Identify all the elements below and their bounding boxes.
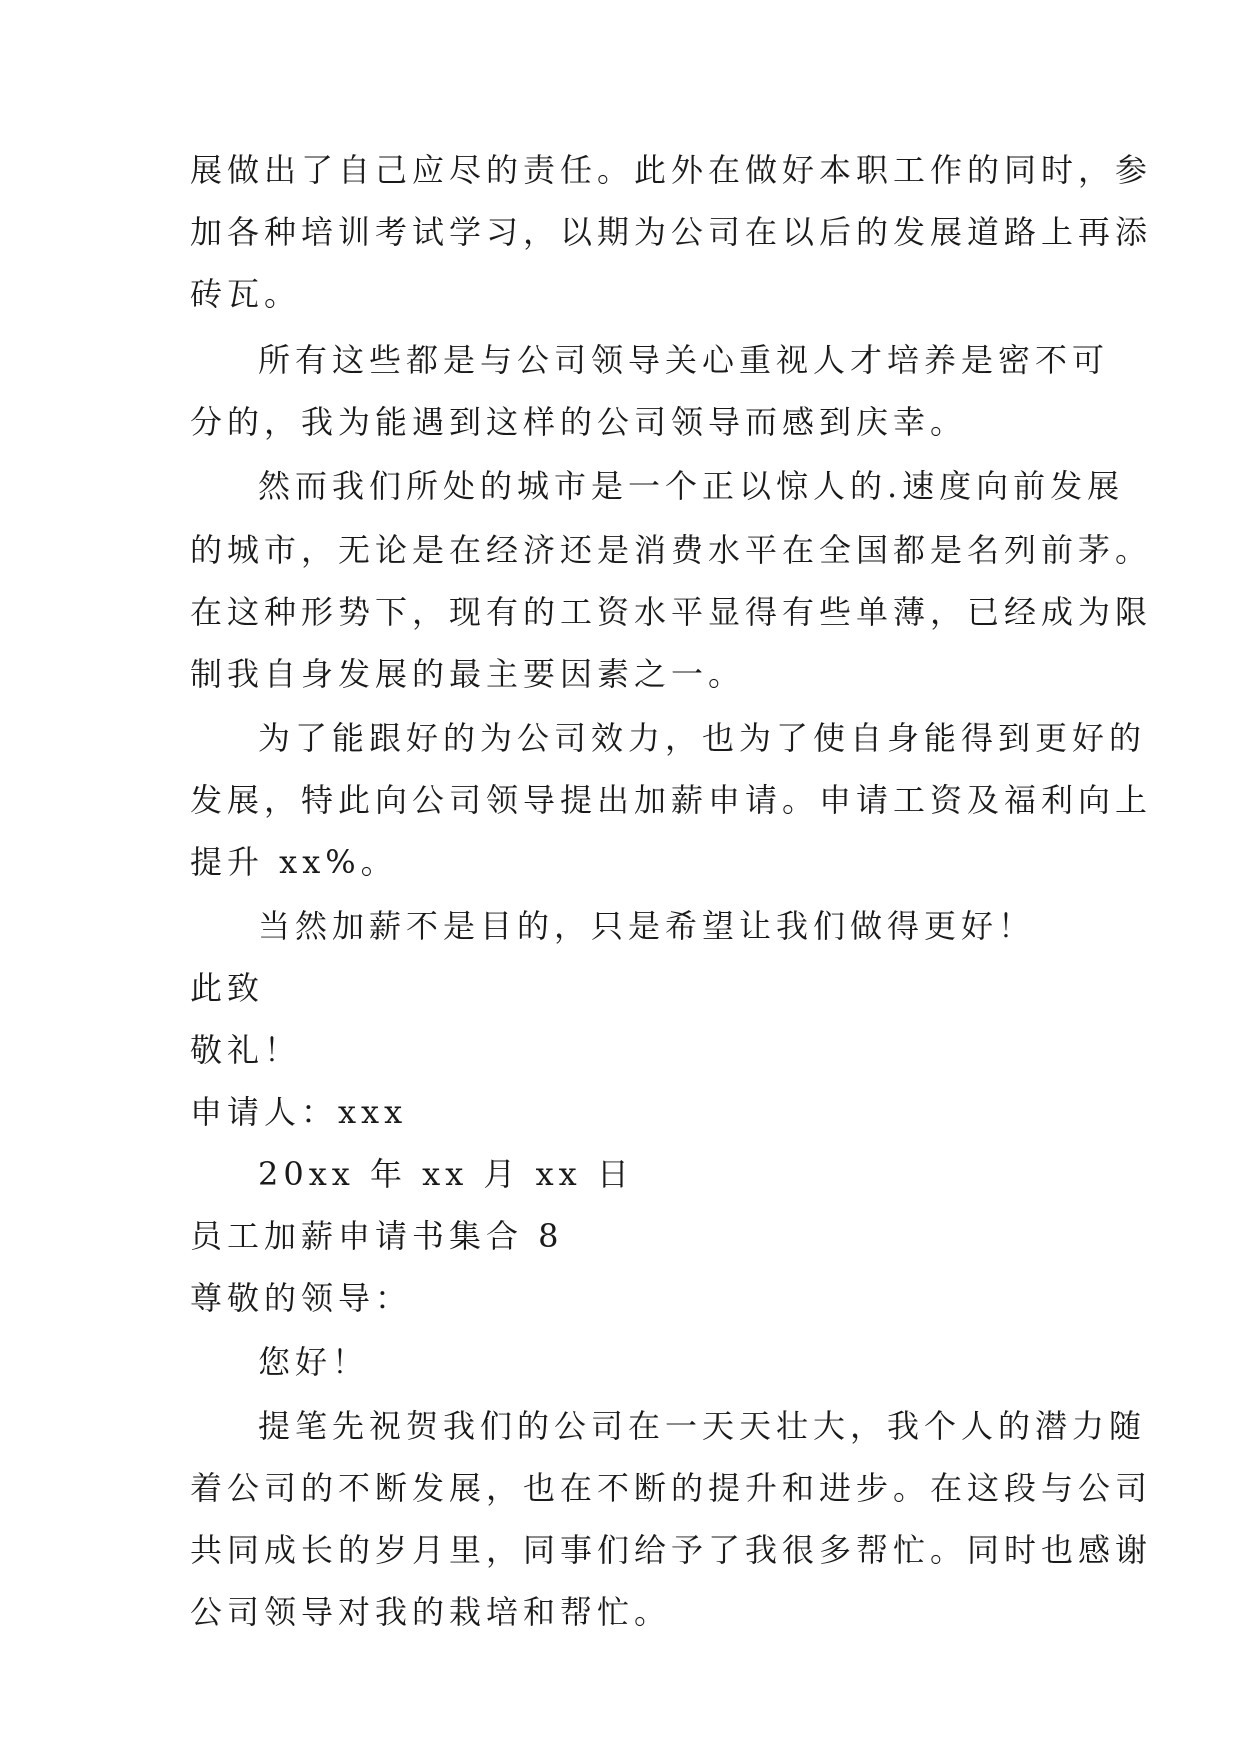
date-line: 20xx 年 xx 月 xx 日: [258, 1155, 634, 1193]
text-line: 共同成长的岁月里，同事们给予了我很多帮忙。同时也感谢: [190, 1531, 1153, 1569]
text-line: 制我自身发展的最主要因素之一。: [190, 655, 746, 693]
text-line: 展做出了自己应尽的责任。此外在做好本职工作的同时，参: [190, 151, 1153, 189]
text-line: 砖瓦。: [190, 275, 302, 313]
text-line: 的城市，无论是在经济还是消费水平在全国都是名列前茅。: [190, 531, 1153, 569]
text-line: 提升 xx%。: [190, 843, 398, 881]
applicant-line: 申请人：xxx: [190, 1093, 408, 1131]
paragraph-start: 然而我们所处的城市是一个正以惊人的.速度向前发展: [258, 467, 1125, 505]
text-line: 加各种培训考试学习，以期为公司在以后的发展道路上再添: [190, 213, 1153, 251]
text-line: 在这种形势下，现有的工资水平显得有些单薄，已经成为限: [190, 593, 1153, 631]
text-line: 发展，特此向公司领导提出加薪申请。申请工资及福利向上: [190, 781, 1153, 819]
paragraph-start: 为了能跟好的为公司效力，也为了使自身能得到更好的: [258, 719, 1147, 757]
paragraph-start: 所有这些都是与公司领导关心重视人才培养是密不可: [258, 341, 1110, 379]
text-line: 着公司的不断发展，也在不断的提升和进步。在这段与公司: [190, 1469, 1153, 1507]
salutation-line: 敬礼！: [190, 1031, 302, 1069]
paragraph-start: 提笔先祝贺我们的公司在一天天壮大，我个人的潜力随: [258, 1407, 1147, 1445]
greeting-line: 尊敬的领导：: [190, 1279, 413, 1317]
text-line: 公司领导对我的栽培和帮忙。: [190, 1593, 672, 1631]
text-line: 分的，我为能遇到这样的公司领导而感到庆幸。: [190, 403, 968, 441]
section-title: 员工加薪申请书集合 8: [190, 1217, 564, 1255]
paragraph-start: 当然加薪不是目的，只是希望让我们做得更好！: [258, 907, 1036, 945]
closing-line: 此致: [190, 969, 265, 1007]
greeting-hello: 您好！: [258, 1343, 370, 1381]
